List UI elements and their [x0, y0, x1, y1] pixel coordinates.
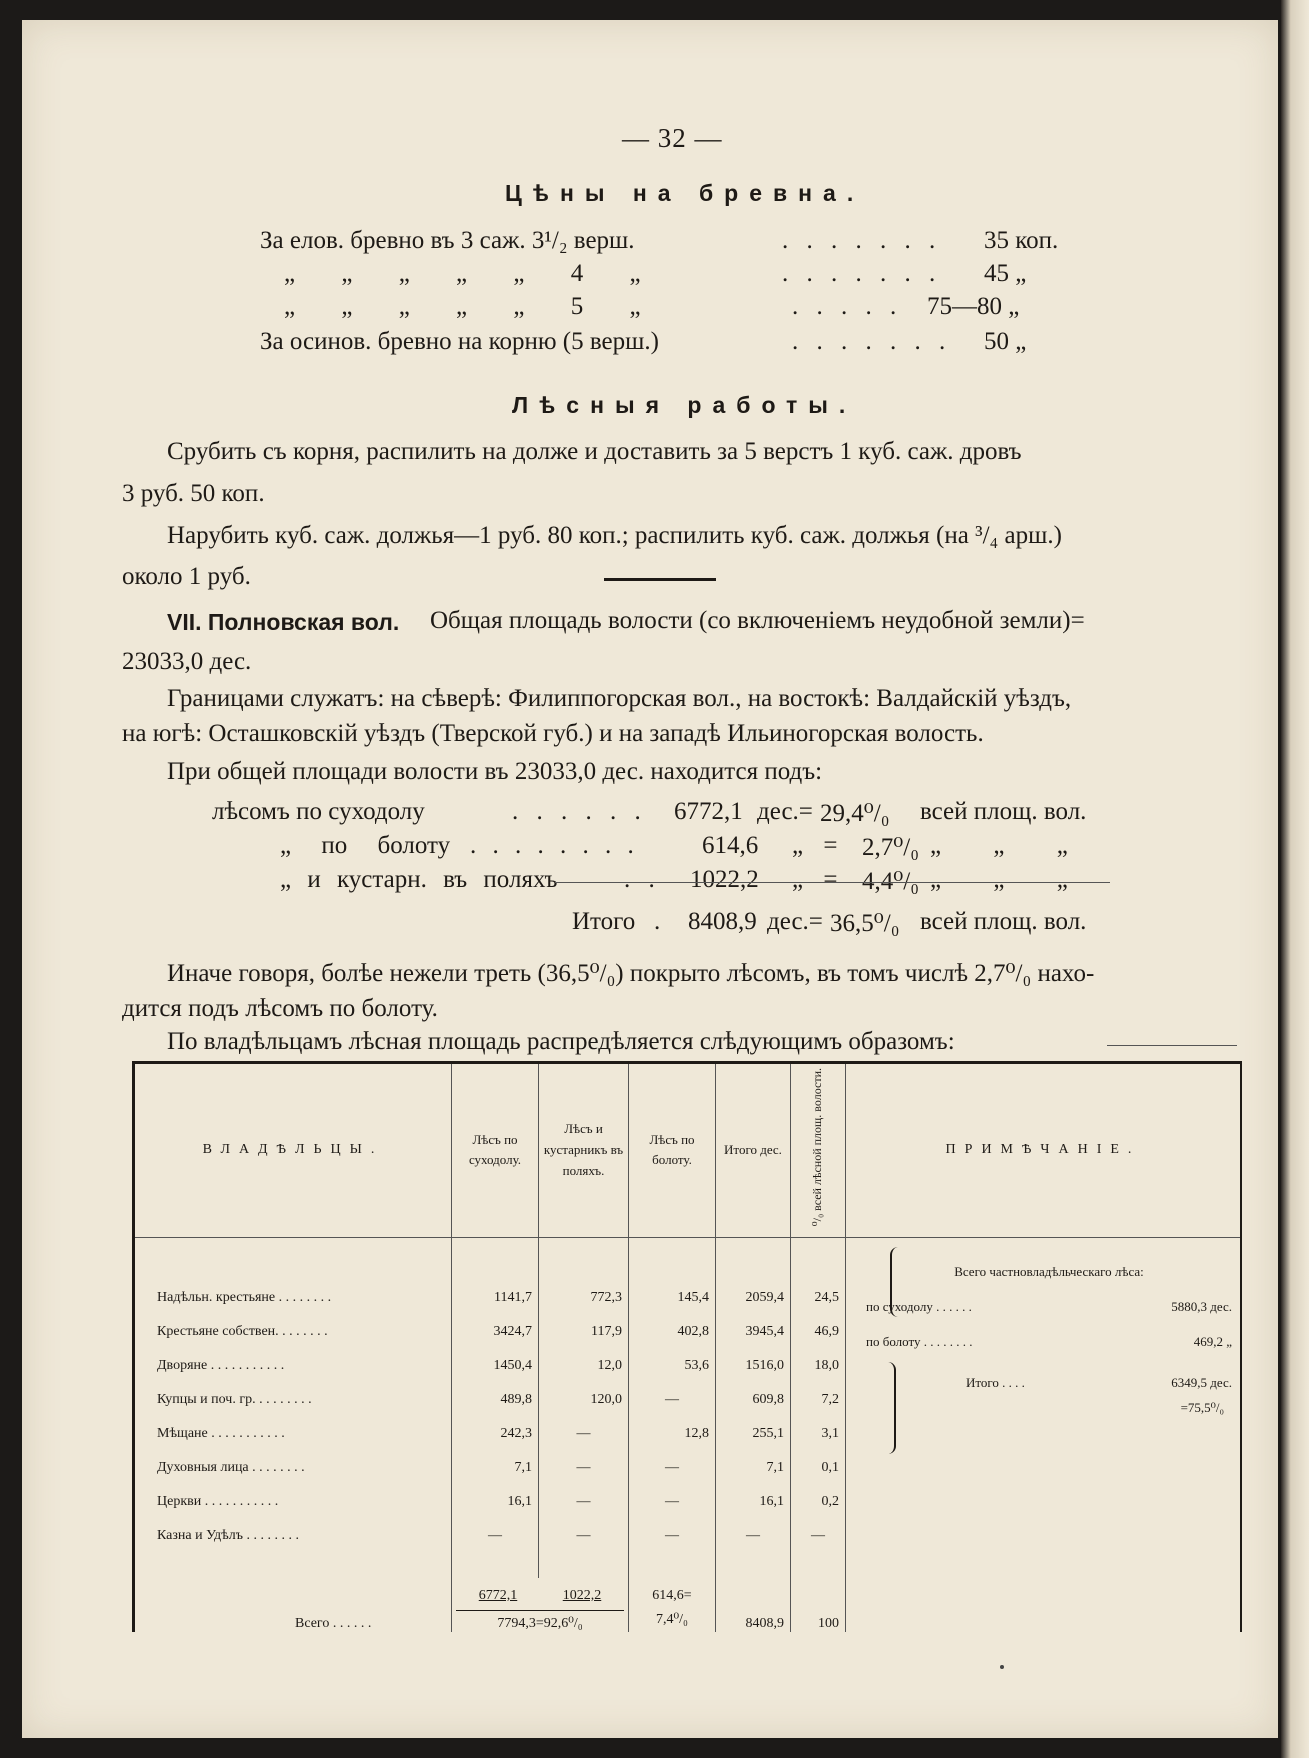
header-dry-forest: Лѣсъ по суходолу.	[452, 1063, 539, 1238]
works-paragraph-2-line-1: Нарубить куб. саж. должья—1 руб. 80 коп.; распилить куб. саж. должья (на ³/₄ арш.)	[167, 522, 1062, 549]
forest-row-3-tail: „ „ „	[930, 866, 1068, 893]
volost-paragraph-1-line-1: Общая площадь волости (со включеніемъ неудобной земли)=	[430, 607, 1085, 634]
section-divider	[604, 578, 716, 581]
bush-value: —	[539, 1442, 629, 1476]
header-owners: ВЛАДѢЛЬЦЫ.	[134, 1063, 452, 1238]
forest-row-1-pct: 29,4⁰/₀	[820, 800, 890, 827]
bog-value: 12,8	[629, 1408, 716, 1442]
dry-value: 242,3	[452, 1408, 539, 1442]
volost-paragraph-2-line-1: Границами служатъ: на сѣверѣ: Филиппогорская вол., на востокѣ: Валдайскій уѣздъ,	[167, 685, 1072, 712]
note-cell	[846, 1237, 1242, 1632]
bush-value: 772,3	[539, 1272, 629, 1306]
volost-paragraph-2-line-2: на югѣ: Осташковскій уѣздъ (Тверской губ.) и на западѣ Ильиногорская волость.	[122, 720, 984, 747]
forest-row-1-tail: всей площ. вол.	[920, 798, 1087, 825]
note-title: Всего частновладѣльческаго лѣса:	[954, 1263, 1144, 1279]
forest-total-dots: .	[654, 908, 661, 935]
owners-table	[132, 1061, 1242, 1632]
price-row-4-value: 50 „	[984, 328, 1027, 355]
print-speck	[1000, 1665, 1004, 1669]
works-paragraph-1-line-2: 3 руб. 50 коп.	[122, 480, 265, 507]
sum-dry-value: 6772,1	[478, 1588, 518, 1603]
owner-name: Надѣльн. крестьяне . . . . . . . .	[157, 1289, 332, 1305]
percent-value: 18,0	[791, 1340, 846, 1374]
bog-value: —	[629, 1442, 716, 1476]
percent-value: 0,2	[791, 1476, 846, 1510]
forest-row-1-label: лѣсомъ по суходолу	[212, 798, 425, 825]
bush-value: —	[539, 1408, 629, 1442]
total-value: 16,1	[716, 1476, 791, 1510]
total-value: 3945,4	[716, 1306, 791, 1340]
total-value: 1516,0	[716, 1340, 791, 1374]
price-row-1-label: За елов. бревно въ 3 саж. 3¹/₂ верш.	[260, 227, 635, 254]
percent-value: —	[791, 1510, 846, 1544]
forest-row-1-eq: дес.=	[757, 798, 813, 825]
volost-heading: VII. Полновская вол.	[167, 609, 400, 635]
note-bog-value: 469,2 „	[1193, 1334, 1232, 1350]
percent-value: 7,2	[791, 1374, 846, 1408]
price-row-2-value: 45 „	[984, 260, 1027, 287]
percent-value: 0,1	[791, 1442, 846, 1476]
sum-dry-bush-cell	[452, 1578, 629, 1632]
forest-row-2-eq: „ =	[792, 832, 838, 859]
sum-label: Всего . . . . . .	[295, 1616, 372, 1631]
works-paragraph-2-line-2: около 1 руб.	[122, 563, 251, 590]
forest-row-2-tail: „ „ „	[930, 832, 1068, 859]
forest-row-2-area: 614,6	[702, 832, 759, 859]
owner-name: Церкви . . . . . . . . . . .	[157, 1493, 279, 1509]
header-bog-forest: Лѣсъ по болоту.	[629, 1063, 716, 1238]
bog-value: —	[629, 1476, 716, 1510]
bush-value: 12,0	[539, 1340, 629, 1374]
dry-value: 16,1	[452, 1476, 539, 1510]
forest-total-pct: 36,5⁰/₀	[830, 910, 900, 937]
owner-name: Купцы и поч. гр. . . . . . . . .	[157, 1391, 312, 1407]
forest-row-1-dots: . . . . . .	[512, 798, 647, 825]
adjacent-page-edge	[1281, 0, 1309, 1758]
forest-total-eq: дес.=	[767, 908, 823, 935]
percent-value: 24,5	[791, 1272, 846, 1306]
owner-name: Мѣщане . . . . . . . . . . .	[157, 1425, 285, 1441]
bush-value: 117,9	[539, 1306, 629, 1340]
owner-name: Духовныя лица . . . . . . . .	[157, 1459, 305, 1475]
forest-row-3-eq: „ =	[792, 866, 838, 893]
volost-paragraph-1-line-2: 23033,0 дес.	[122, 648, 252, 675]
note-dry-value: 5880,3 дес.	[1171, 1299, 1232, 1315]
forest-row-3-dots: . .	[624, 866, 661, 893]
header-total-des: Итого дес.	[716, 1063, 791, 1238]
paragraph-end-rule	[1107, 1045, 1237, 1046]
bush-value: 120,0	[539, 1374, 629, 1408]
forest-row-2-pct: 2,7⁰/₀	[862, 834, 919, 861]
total-value: 255,1	[716, 1408, 791, 1442]
forest-row-2-dots: . . . . . . . .	[470, 832, 639, 859]
bog-value: —	[629, 1374, 716, 1408]
bush-value: —	[539, 1476, 629, 1510]
forest-row-1-area: 6772,1	[674, 798, 743, 825]
sum-bog-cell	[629, 1578, 716, 1632]
sum-bog-percent: 7,4⁰/₀	[656, 1612, 688, 1628]
owner-name: Дворяне . . . . . . . . . . .	[157, 1357, 285, 1373]
bog-value: 402,8	[629, 1306, 716, 1340]
note-bog-label: по болоту . . . . . . . .	[866, 1334, 973, 1350]
percent-value: 46,9	[791, 1306, 846, 1340]
price-row-3-label: „ „ „ „ „ 5 „	[284, 293, 641, 320]
price-row-4-leader: . . . . . . .	[792, 328, 952, 355]
sum-total-value: 8408,9	[716, 1578, 791, 1632]
bog-value: 53,6	[629, 1340, 716, 1374]
note-brace-right	[884, 1362, 896, 1454]
total-value: —	[716, 1510, 791, 1544]
volost-paragraph-3: При общей площади волости въ 23033,0 дес. находится подъ:	[167, 758, 823, 785]
forest-total-label: Итого	[572, 908, 636, 935]
dry-value: 489,8	[452, 1374, 539, 1408]
note-total-label: Итого . . . .	[966, 1375, 1025, 1391]
total-value: 2059,4	[716, 1272, 791, 1306]
percent-value: 3,1	[791, 1408, 846, 1442]
bog-value: —	[629, 1510, 716, 1544]
sum-bog-value: 614,6=	[652, 1588, 692, 1604]
owner-name: Крестьяне собствен. . . . . . . .	[157, 1323, 328, 1339]
bush-value: —	[539, 1510, 629, 1544]
note-total-percent: =75,5⁰/₀	[1180, 1400, 1224, 1416]
page-number: — 32 —	[622, 123, 723, 153]
volost-paragraph-5: По владѣльцамъ лѣсная площадь распредѣляется слѣдующимъ образомъ:	[167, 1028, 955, 1055]
price-row-1-value: 35 коп.	[984, 227, 1059, 254]
sum-bush-value: 1022,2	[562, 1588, 602, 1603]
total-value: 609,8	[716, 1374, 791, 1408]
price-row-3-leader: . . . . .	[792, 293, 903, 320]
dry-value: 7,1	[452, 1442, 539, 1476]
volost-paragraph-4-line-1: Иначе говоря, болѣе нежели треть (36,5⁰/₀) покрыто лѣсомъ, въ томъ числѣ 2,7⁰/₀ нахо-	[167, 960, 1095, 987]
header-forest-and-bush: Лѣсъ и кустарникъ въ поляхъ.	[539, 1063, 629, 1238]
total-rule	[555, 882, 1110, 883]
price-row-4-label: За осинов. бревно на корню (5 верш.)	[260, 328, 659, 355]
book-page	[22, 20, 1278, 1738]
forest-row-3-label: „ и кустарн. въ поляхъ	[280, 866, 558, 893]
works-paragraph-1-line-1: Срубить съ корня, распилить на долже и доставить за 5 верстъ 1 куб. саж. дровъ	[167, 438, 1022, 465]
owner-name: Казна и Удѣлъ . . . . . . . .	[157, 1527, 299, 1543]
dry-value: 3424,7	[452, 1306, 539, 1340]
note-total-value: 6349,5 дес.	[1171, 1375, 1232, 1391]
forest-total-tail: всей площ. вол.	[920, 908, 1087, 935]
bog-value: 145,4	[629, 1272, 716, 1306]
note-brace-left	[890, 1247, 902, 1317]
header-percent-area	[791, 1063, 846, 1238]
section-title-forest-works: Лѣсныя работы.	[512, 392, 857, 418]
price-row-2-leader: . . . . . . .	[782, 260, 942, 287]
sum-percent-value: 100	[791, 1578, 846, 1632]
section-title-log-prices: Цѣны на бревна.	[505, 180, 865, 206]
price-row-3-value: 75—80 „	[927, 293, 1020, 320]
volost-paragraph-4-line-2: дится подъ лѣсомъ по болоту.	[122, 995, 438, 1022]
sum-combined: 7794,3=92,6⁰/₀	[456, 1610, 624, 1632]
note-dry-label: по суходолу . . . . . .	[866, 1299, 972, 1315]
dry-value: 1141,7	[452, 1272, 539, 1306]
price-row-2-label: „ „ „ „ „ 4 „	[284, 260, 641, 287]
forest-total-area: 8408,9	[688, 908, 757, 935]
forest-row-3-area: 1022,2	[690, 866, 759, 893]
total-value: 7,1	[716, 1442, 791, 1476]
dry-value: 1450,4	[452, 1340, 539, 1374]
forest-row-3-pct: 4,4⁰/₀	[862, 868, 919, 895]
header-note: ПРИМѢЧАНІЕ.	[846, 1063, 1242, 1238]
forest-row-2-label: „ по болоту	[280, 832, 451, 859]
header-percent-text: ⁰/₀ всей лѣсной площ. волости.	[810, 1068, 825, 1227]
price-row-1-leader: . . . . . . .	[782, 227, 942, 254]
dry-value: —	[452, 1510, 539, 1544]
